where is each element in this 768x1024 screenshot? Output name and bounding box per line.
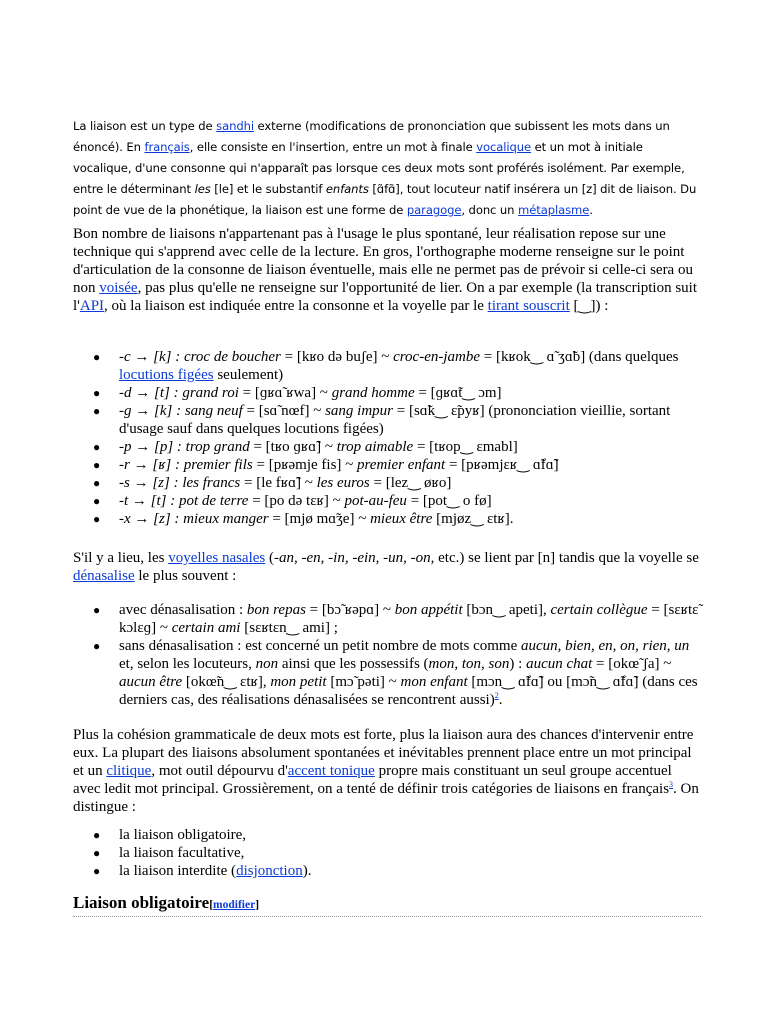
link-api[interactable]: API [79, 298, 105, 314]
bullet-icon: ● [93, 386, 101, 400]
nasal-vowels-paragraph: S'il y a lieu, les voyelles nasales (-an, -en, -in, -ein, -un, -on, etc.) se lient par [n] tandis que la voyelle se dénasalise le plus souvent : [73, 550, 699, 584]
link-sandhi[interactable]: sandhi [216, 119, 254, 133]
nasal-list [73, 601, 701, 709]
list-item: ● -s → [z] : les francs = [le fʁɑ̃] ~ les euros = [lez‿ øʁo] [93, 475, 452, 491]
link-voyelles-nasales[interactable]: voyelles nasales [168, 550, 266, 566]
list-item: ● la liaison obligatoire, [93, 827, 247, 843]
link-denasalise[interactable]: dénasalise [73, 568, 135, 584]
list-item: ● sans dénasalisation : est concerné un petit nombre de mots comme aucun, bien, en, on, rien, un et, selon les locuteurs, non ainsi que les possessifs (mon, ton, son) : aucun chat = [okœ̃ ʃa] ~ aucun être [okœ̃n‿ ɛtʁ], mon petit [mɔ̃ pəti] ~ mon enfant [mɔn‿ ɑ̃fɑ̃] ou [mɔ̃n‿ ɑ̃fɑ̃] (dans ces derniers cas, des réalisations dénasalisées se rencontrent aussi)$^2$. [93, 638, 698, 708]
bullet-icon: ● [93, 494, 101, 508]
list-item: ● la liaison facultative, [93, 845, 245, 861]
consonant-list [73, 348, 701, 528]
bullet-icon: ● [93, 476, 101, 490]
list-item: ● -r → [ʁ] : premier fils = [pʁəmje fis] ~ premier enfant = [pʁəmjɛʁ‿ ɑ̃fɑ̃] [93, 457, 559, 473]
edit-section: [modifier] [209, 899, 260, 911]
list-item: ● -g → [k] : sang neuf = [sɑ̃ nœf] ~ sang impur = [sɑ̃k‿ ɛ̃pyʁ] (prononciation vieillie, sortant d'usage sauf dans quelques locutions figées) [93, 403, 671, 437]
intro-paragraph: La liaison est un type de sandhi externe (modifications de prononciation que subissent les mots dans un énoncé). En français, elle consiste en l'insertion, entre un mot à finale vocalique et un mot à initiale vocalique, d'une consonne qui n'apparaît pas lorsque ces deux mots sont proférés isolément. Par exemple, entre le déterminant les [le] et le substantif enfants [ɑ̃fɑ̃], tout locuteur natif insérera un [z] dit de liaison. Du point de vue de la phonétique, la liaison est une forme de paragoge, donc un métaplasme. [73, 119, 697, 217]
orthography-paragraph: Bon nombre de liaisons n'appartenant pas à l'usage le plus spontané, leur réalisation repose sur une technique qui s'apprend avec celle de la lecture. En gros, l'orthographe moderne renseigne sur le point d'articulation de la consonne de liaison éventuelle, mais elle ne permet pas de prévoir si celle-ci sera ou non voisée, pas plus qu'elle ne renseigne sur l'opportunité de lier. On a par exemple (la transcription suit l'API, où la liaison est indiquée entre la consonne et la voyelle par le tirant souscrit [‿]) : [73, 226, 697, 314]
link-clitique[interactable]: clitique [106, 763, 152, 779]
bullet-icon: ● [93, 350, 101, 364]
bullet-icon: ● [93, 864, 101, 878]
bullet-icon: ● [93, 828, 101, 842]
bullet-icon: ● [93, 404, 101, 418]
bullet-icon: ● [93, 440, 101, 454]
link-vocalique[interactable]: vocalique [476, 140, 532, 154]
list-item: ● avec dénasalisation : bon repas = [bɔ̃ ʁəpɑ] ~ bon appétit [bɔn‿ apeti], certain collègue = [sɛʁtɛ̃ kɔlɛɡ] ~ certain ami [sɛʁtɛn‿ ami] ; [93, 602, 699, 636]
list-item: ● la liaison interdite (disjonction). [93, 863, 312, 879]
list-item: ● -t → [t] : pot de terre = [po də tɛʁ] ~ pot-au-feu = [pot‿ o fø] [93, 493, 492, 509]
list-item: ● -d → [t] : grand roi = [ɡʁɑ̃ ʁwa] ~ grand homme = [ɡʁɑ̃t‿ ɔm] [93, 385, 502, 401]
list-item: ● -p → [p] : trop grand = [tʁo ɡʁɑ̃] ~ trop aimable = [tʁop‿ ɛmabl] [93, 439, 518, 455]
edit-link[interactable]: modifier [213, 899, 256, 911]
category-list [73, 826, 701, 880]
link-locutions-figees[interactable]: locutions figées [119, 367, 214, 383]
bullet-icon: ● [93, 512, 101, 526]
link-francais[interactable]: français [144, 140, 190, 154]
bullet-icon: ● [93, 846, 101, 860]
list-item: ● -c → [k] : croc de boucher = [kʁo də buʃe] ~ croc-en-jambe = [kʁok‿ ɑ̃ ʒɑ̃b] (dans quelques locutions figées seulement) [93, 349, 679, 383]
bullet-icon: ● [93, 603, 101, 617]
link-accent-tonique[interactable]: accent tonique [287, 763, 375, 779]
link-disjonction[interactable]: disjonction [236, 863, 303, 879]
link-paragoge[interactable]: paragoge [406, 203, 462, 217]
footnote-2[interactable]: 2 [494, 691, 499, 700]
section-heading [73, 893, 701, 917]
link-tirant-souscrit[interactable]: tirant souscrit [487, 298, 570, 314]
link-metaplasme[interactable]: métaplasme [518, 203, 590, 217]
link-voisee[interactable]: voisée [99, 280, 138, 296]
bullet-icon: ● [93, 639, 101, 653]
cohesion-paragraph: Plus la cohésion grammaticale de deux mots est forte, plus la liaison aura des chances d'intervenir entre eux. La plupart des liaisons absolument spontanées et inévitables prennent place entre un mot principal et un clitique, mot outil dépourvu d'accent tonique propre mais constituant un seul groupe accentuel avec ledit mot principal. Grossièrement, on a tenté de définir trois catégories de liaisons en français$^3$. On distingue : [73, 727, 699, 815]
section-title: Liaison obligatoire [73, 893, 210, 912]
list-item: ● -x → [z] : mieux manger = [mjø mɑ̃ʒe] ~ mieux être [mjøz‿ ɛtʁ]. [93, 511, 514, 527]
bullet-icon: ● [93, 458, 101, 472]
footnote-3[interactable]: 3 [669, 780, 674, 789]
